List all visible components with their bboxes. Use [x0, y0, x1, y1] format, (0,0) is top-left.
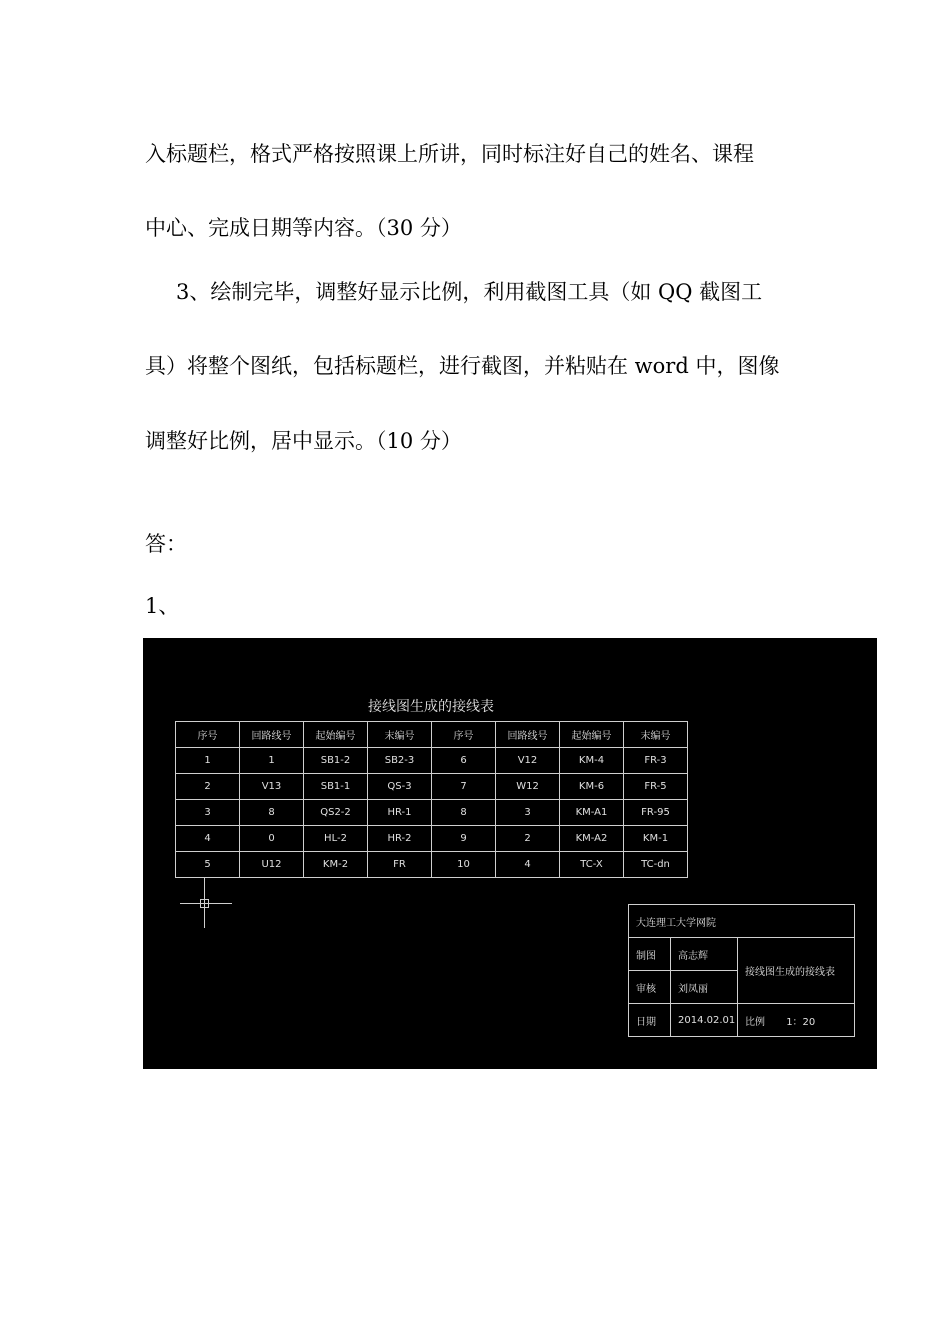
- table-cell: 2: [496, 826, 560, 852]
- title-block-row: [629, 1004, 855, 1037]
- header-cell: 起始编号: [560, 722, 624, 748]
- header-cell: 末编号: [368, 722, 432, 748]
- table-cell: KM-A1: [560, 800, 624, 826]
- table-cell: 2: [176, 774, 240, 800]
- table-cell: SB1-2: [304, 748, 368, 774]
- title-block-row: [629, 905, 855, 938]
- table-cell: 1: [240, 748, 304, 774]
- table-cell: 0: [240, 826, 304, 852]
- item-number: 1、: [145, 594, 180, 618]
- table-cell: 8: [432, 800, 496, 826]
- crosshair-pickbox: [200, 899, 209, 908]
- table-cell: KM-1: [624, 826, 688, 852]
- table-cell: KM-6: [560, 774, 624, 800]
- table-cell: KM-A2: [560, 826, 624, 852]
- paragraph-line-4: 具）将整个图纸，包括标题栏，进行截图，并粘贴在 word 中，图像: [145, 354, 780, 378]
- table-cell: 3: [176, 800, 240, 826]
- check-name: 刘凤丽: [671, 971, 738, 1004]
- check-label: 审核: [629, 971, 671, 1004]
- table-cell: TC-dn: [624, 852, 688, 878]
- header-cell: 序号: [432, 722, 496, 748]
- table-cell: V12: [496, 748, 560, 774]
- table-cell: 5: [176, 852, 240, 878]
- table-cell: KM-2: [304, 852, 368, 878]
- table-cell: 4: [496, 852, 560, 878]
- table-row: [176, 774, 688, 800]
- drawn-label: 制图: [629, 938, 671, 971]
- table-cell: QS-3: [368, 774, 432, 800]
- school-name: 大连理工大学网院: [629, 905, 855, 938]
- table-cell: FR-95: [624, 800, 688, 826]
- cad-screenshot: [143, 638, 877, 1069]
- wiring-table-title: 接线图生成的接线表: [368, 699, 494, 715]
- table-cell: 3: [496, 800, 560, 826]
- date-label: 日期: [629, 1004, 671, 1037]
- table-cell: HL-2: [304, 826, 368, 852]
- paragraph-line-5: 调整好比例，居中显示。（10 分）: [145, 429, 462, 453]
- paragraph-line-3: 3、绘制完毕，调整好显示比例，利用截图工具（如 QQ 截图工: [176, 280, 763, 304]
- title-block: [628, 904, 855, 1037]
- table-cell: SB2-3: [368, 748, 432, 774]
- table-cell: KM-4: [560, 748, 624, 774]
- table-cell: FR-5: [624, 774, 688, 800]
- table-cell: FR-3: [624, 748, 688, 774]
- table-cell: 6: [432, 748, 496, 774]
- table-cell: 10: [432, 852, 496, 878]
- table-cell: 1: [176, 748, 240, 774]
- paragraph-line-2: 中心、完成日期等内容。（30 分）: [145, 216, 462, 240]
- header-cell: 回路线号: [240, 722, 304, 748]
- table-cell: 9: [432, 826, 496, 852]
- table-cell: QS2-2: [304, 800, 368, 826]
- table-cell: TC-X: [560, 852, 624, 878]
- paragraph-line-1: 入标题栏，格式严格按照课上所讲，同时标注好自己的姓名、课程: [145, 142, 754, 166]
- table-row: [176, 852, 688, 878]
- table-cell: HR-1: [368, 800, 432, 826]
- table-cell: U12: [240, 852, 304, 878]
- table-cell: SB1-1: [304, 774, 368, 800]
- scale-value: 1：20: [786, 1016, 816, 1028]
- date-value: 2014.02.01: [671, 1004, 738, 1037]
- table-cell: W12: [496, 774, 560, 800]
- answer-label: 答：: [145, 532, 187, 556]
- wiring-table-header-row: [176, 722, 688, 748]
- table-cell: FR: [368, 852, 432, 878]
- table-row: [176, 800, 688, 826]
- header-cell: 起始编号: [304, 722, 368, 748]
- drawn-name: 高志辉: [671, 938, 738, 971]
- table-cell: V13: [240, 774, 304, 800]
- table-row: [176, 748, 688, 774]
- table-row: [176, 826, 688, 852]
- title-block-row: [629, 938, 855, 971]
- drawing-name: 接线图生成的接线表: [738, 938, 855, 1004]
- table-cell: HR-2: [368, 826, 432, 852]
- header-cell: 序号: [176, 722, 240, 748]
- header-cell: 末编号: [624, 722, 688, 748]
- table-cell: 8: [240, 800, 304, 826]
- scale-cell: [738, 1004, 855, 1037]
- header-cell: 回路线号: [496, 722, 560, 748]
- wiring-table: [175, 721, 688, 878]
- table-cell: 7: [432, 774, 496, 800]
- scale-label: 比例: [745, 1016, 765, 1028]
- table-cell: 4: [176, 826, 240, 852]
